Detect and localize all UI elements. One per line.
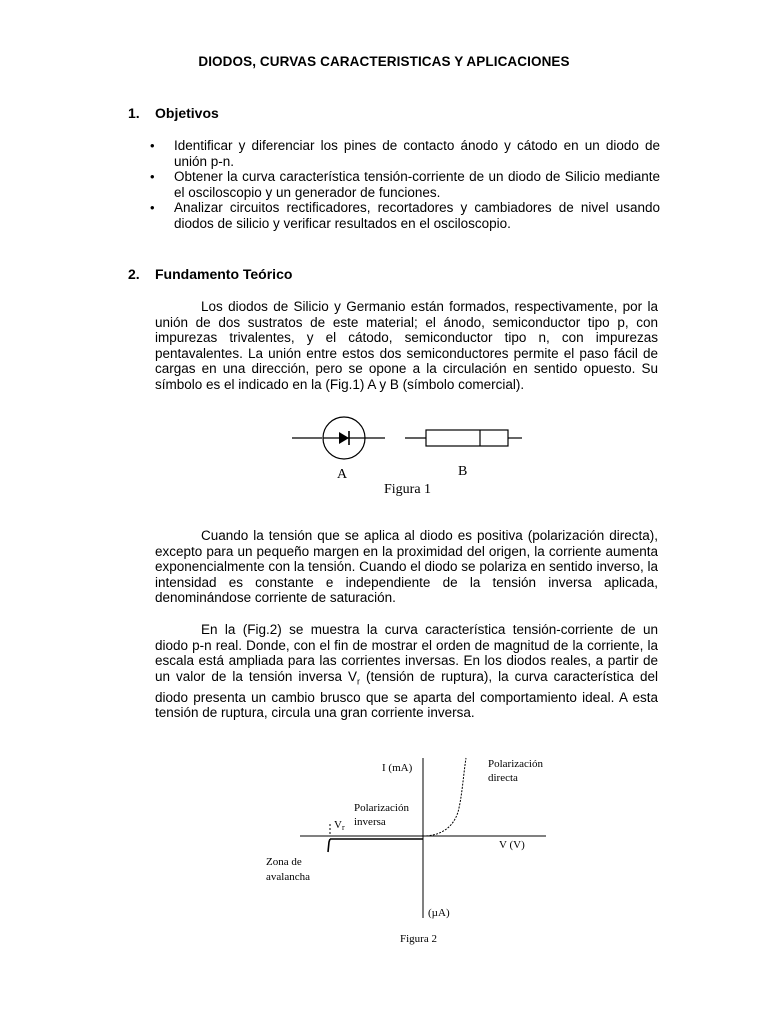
figure-2-x-label: V (V) bbox=[499, 839, 525, 851]
section-2-heading bbox=[128, 266, 292, 282]
section-1-heading bbox=[128, 105, 219, 121]
figure-2-forward-label-2: directa bbox=[488, 772, 518, 784]
document-title: DIODOS, CURVAS CARACTERISTICAS Y APLICACIONES bbox=[198, 54, 570, 69]
objective-item: • Analizar circuitos rectificadores, recortadores y cambiadores de nivel usando diodos de silicio y verificar resultados en el osciloscopio. bbox=[150, 200, 660, 231]
figure-1-diode-symbols bbox=[280, 408, 540, 498]
figure-2-reverse-label-1: Polarización bbox=[354, 802, 409, 814]
theory-paragraph-2: Cuando la tensión que se aplica al diodo es positiva (polarización directa), excepto para un pequeño margen en la proximidad del origen, la corriente aumenta exponencialmente con la tensión. Cuando el diodo se polariza en sentido inverso, la intensidad es constante e independiente de la tensión inversa aplicada, denominándose corriente de saturación. bbox=[155, 528, 658, 605]
figure-2-reverse-label-2: inversa bbox=[354, 816, 386, 828]
section-2-title: Fundamento Teórico bbox=[155, 266, 293, 282]
figure-1-label-b: B bbox=[458, 464, 468, 479]
figure-1-b-body bbox=[426, 430, 508, 446]
figure-2-iv-curve bbox=[250, 750, 570, 950]
figure-2-avalanche-curve bbox=[328, 839, 330, 852]
figure-2-y-label-bottom: (µA) bbox=[428, 907, 450, 919]
figure-2-avalanche-label-2: avalancha bbox=[266, 871, 310, 883]
figure-2-vr-label bbox=[334, 819, 345, 832]
objectives-list bbox=[150, 138, 660, 231]
section-2-number: 2. bbox=[128, 266, 140, 282]
section-1-title: Objetivos bbox=[155, 105, 219, 121]
figure-1-caption: Figura 1 bbox=[384, 482, 432, 497]
figure-1-a-arrow bbox=[339, 432, 349, 444]
theory-paragraph-3-part-b: (tensión de ruptura), la curva característica del diodo presenta un cambio brusco que se aparta del comportamiento ideal. A esta tensión de ruptura, circula una gran corriente inversa. bbox=[155, 668, 658, 721]
figure-2-caption: Figura 2 bbox=[400, 933, 437, 945]
theory-paragraph-1: Los diodos de Silicio y Germanio están formados, respectivamente, por la unión de dos sustratos de este material; el ánodo, semiconductor tipo p, con impurezas trivalentes, y el cátodo, semiconductor tipo n, con impurezas pentavalentes. La unión entre estos dos semiconductores permite el paso fácil de cargas en una dirección, pero se opone a la circulación en sentido opuesto. Su símbolo es el indicado en la (Fig.1) A y B (símbolo comercial). bbox=[155, 299, 658, 392]
objective-item: • Identificar y diferenciar los pines de contacto ánodo y cátodo en un diodo de unión p-n. bbox=[150, 138, 660, 169]
figure-2-forward-curve bbox=[423, 758, 466, 836]
figure-2-vr-letter: V bbox=[334, 819, 342, 831]
objective-item: • Obtener la curva característica tensión-corriente de un diodo de Silicio mediante el osciloscopio y un generador de funciones. bbox=[150, 169, 660, 200]
figure-2-vr-sub: r bbox=[341, 823, 345, 832]
theory-paragraph-3 bbox=[155, 622, 658, 721]
theory-paragraph-3-part-a: En la (Fig.2) se muestra la curva característica tensión-corriente de un diodo p-n real. Donde, con el fin de mostrar el orden de magnitud de la corriente, la escala está ampliada para las corrientes inversas. En los diodos reales, a partir de un valor de la tensión inversa V bbox=[155, 622, 658, 684]
figure-2-y-label-top: I (mA) bbox=[382, 762, 413, 774]
figure-2-avalanche-label-1: Zona de bbox=[266, 856, 302, 868]
figure-2-forward-label-1: Polarización bbox=[488, 758, 543, 770]
theory-paragraph-3-sub: r bbox=[356, 676, 360, 687]
section-1-number: 1. bbox=[128, 105, 140, 121]
figure-1-label-a: A bbox=[337, 467, 348, 482]
